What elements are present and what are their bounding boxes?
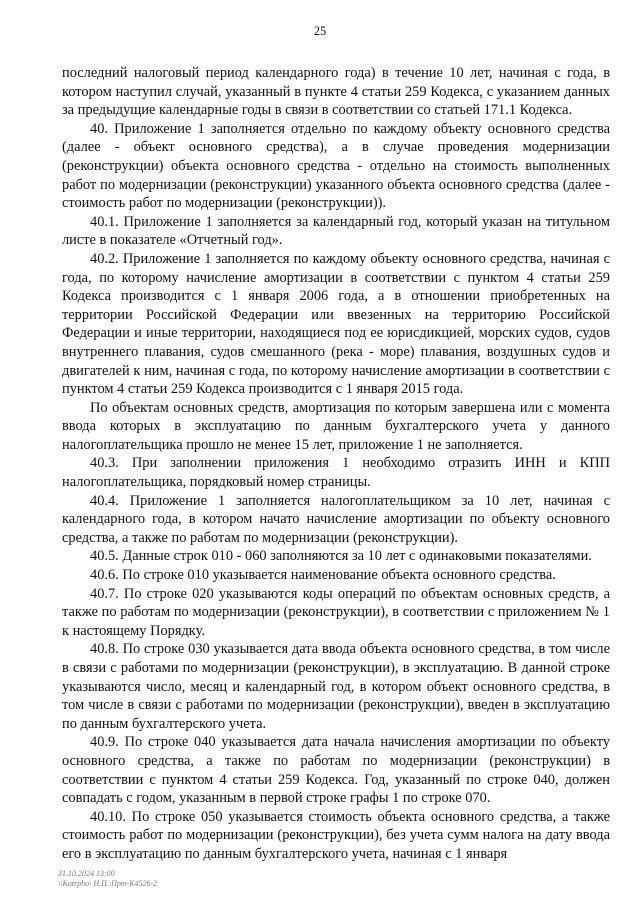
paragraph: 40.7. По строке 020 указываются коды операций по объектам основных средств, а также по работам по модернизации (реконструкции), в соответствии с приложением № 1 к настоящему Порядку. <box>62 585 610 639</box>
footer-stamp <box>58 869 157 889</box>
paragraph: 40.4. Приложение 1 заполняется налогоплательщиком за 10 лет, начиная с календарного года, в котором начато начисление амортизации по объекту основного средства, а также по работам по модернизации (реконструкции). <box>62 492 610 546</box>
paragraph: последний налоговый период календарного года) в течение 10 лет, начиная с года, в котором наступил случай, указанный в пункте 4 статьи 259 Кодекса, с указанием данных за предыдущие календарные годы в связи в соответствии со статьей 171.1 Кодекса. <box>62 65 610 119</box>
paragraph: 40.8. По строке 030 указывается дата ввода объекта основного средства, в том числе в связи с работами по модернизации (реконструкции), в эксплуатацию. В данной строке указываются число, месяц и календарный год, в котором объект основного средства, в том числе в связи с работами по модернизации (реконструкции), введен в эксплуатацию по данным бухгалтерского учета. <box>62 641 610 732</box>
page-number: 25 <box>313 24 327 38</box>
paragraph: 40.10. По строке 050 указывается стоимость объекта основного средства, а также стоимость работ по модернизации (реконструкции), без учета сумм налога на дату ввода его в эксплуатацию по данным бухгалтерского учета, начиная с 1 января <box>62 808 610 862</box>
document-body <box>62 64 610 864</box>
paragraph: 40.3. При заполнении приложения 1 необходимо отразить ИНН и КПП налогоплательщика, порядковый номер страницы. <box>62 455 610 491</box>
paragraph: 40.6. По строке 010 указывается наименование объекта основного средства. <box>90 567 556 584</box>
footer-path: \\Kotrpho\ Н.П.\Прю-К4526-2 <box>58 879 158 888</box>
paragraph: 40.1. Приложение 1 заполняется за календарный год, который указан на титульном листе в показателе «Отчетный год». <box>62 213 610 249</box>
paragraph: 40.2. Приложение 1 заполняется по каждому объекту основного средства, начиная с года, по которому начисление амортизации в соответствии с пунктом 4 статьи 259 Кодекса производится с 1 января 2006 года, а в отношении приобретенных на территории Российской Федерации или ввезенных на территорию Российской Федерации и иные территории, находящиеся под ее юрисдикцией, морских судов, судов внутреннего плавания, судов смешанного (река - море) плавания, воздушных судов и двигателей к ним, начиная с года, по которому начисление амортизации в соответствии с пунктом 4 статьи 259 Кодекса производится с 1 января 2015 года. <box>62 250 610 398</box>
paragraph: 40.9. По строке 040 указывается дата начала начисления амортизации по объекту основного средства, а также по работам по модернизации (реконструкции) в соответствии с пунктом 4 статьи 259 Кодекса. Год, указанный по строке 040, должен совпадать с годом, указанным в первой строке графы 1 по строке 070. <box>62 734 610 807</box>
paragraph: По объектам основных средств, амортизация по которым завершена или с момента ввода которых в эксплуатацию по данным бухгалтерского учета у данного налогоплательщика прошло не менее 15 лет, приложение 1 не заполняется. <box>62 399 610 453</box>
paragraph: 40.5. Данные строк 010 - 060 заполняются за 10 лет с одинаковыми показателями. <box>90 548 592 565</box>
paragraph: 40. Приложение 1 заполняется отдельно по каждому объекту основного средства (далее - объект основного средства), а в случае проведения модернизации (реконструкции) объекта основного средства - отдельно на стоимость выполненных работ по модернизации (реконструкции) указанного объекта основного средства (далее - стоимость работ по модернизации (реконструкции)). <box>62 120 610 212</box>
footer-date: 31.10.2024 13:00 <box>58 869 115 878</box>
